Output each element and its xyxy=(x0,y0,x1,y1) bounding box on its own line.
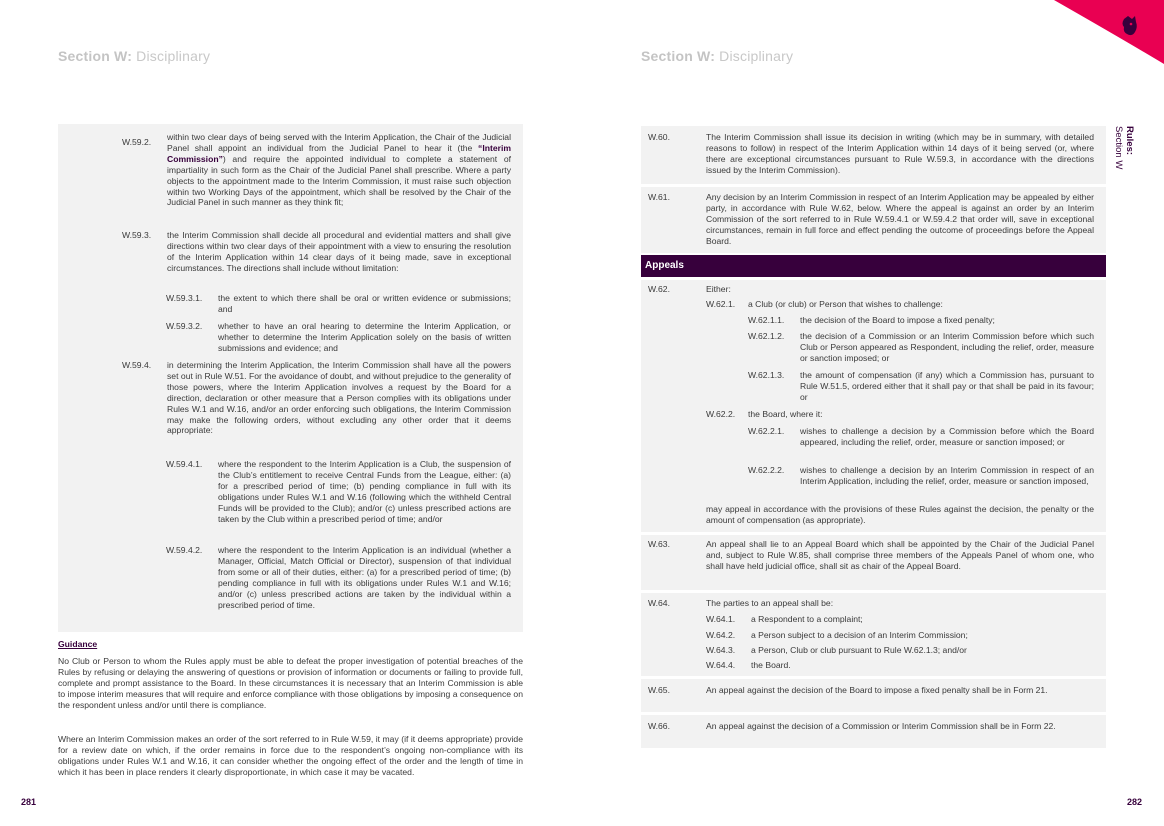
clause-text: the Board. xyxy=(751,660,791,670)
right-page xyxy=(582,0,1164,826)
clause-number: W.59.4.1. xyxy=(166,459,203,469)
clause-text: the amount of compensation (if any) which a Commission has, pursuant to Rule W.51.5, ordered either that it shall pay or that shall be paid in its favour; or xyxy=(800,370,1094,402)
clause-number: W.62.1.1. xyxy=(748,315,785,325)
clause-row-w64 xyxy=(641,593,1106,676)
clause-w59-3-2: whether to have an oral hearing to determine the Interim Application, or whether to determine the Interim Application solely on the basis of written submissions and evidence; and xyxy=(218,321,511,353)
side-section-label: Rules: Section W xyxy=(1113,126,1135,170)
clause-w59-4-2: where the respondent to the Interim Application is an individual (whether a Manager, Official, Match Official or Director), suspension of that individual from some or all of their duties, either: (a) for a prescribed period of time; (b) pending compliance in full with its obligations under Rules W.1 and W.16; and/or (c) unless prescribed actions are taken by the individual within a prescribed period of time. xyxy=(218,545,511,610)
clause-number: W.64. xyxy=(648,598,670,608)
clause-number: W.62. xyxy=(648,284,670,294)
clause-text: the decision of the Board to impose a fixed penalty; xyxy=(800,315,995,325)
clause-row-w65 xyxy=(641,679,1106,712)
clause-number: W.64.4. xyxy=(706,660,736,670)
clause-row-w62 xyxy=(641,280,1106,532)
clause-number: W.59.3.2. xyxy=(166,321,203,331)
clause-text: An appeal against the decision of the Board to impose a fixed penalty shall be in Form 21. xyxy=(706,685,1048,695)
clause-row-w60 xyxy=(641,126,1106,184)
clause-text: a Club (or club) or Person that wishes to challenge: xyxy=(748,299,943,309)
clause-text: The Interim Commission shall issue its decision in writing (which may be in summary, with detailed reasons to follow) in respect of the Interim Application within 14 days of it being served (or, where there are exceptional circumstances pursuant to Rule W.59.3, in accordance with the directions issued by the Interim Commission). xyxy=(706,132,1094,175)
clause-number: W.62.1.2. xyxy=(748,331,785,341)
guidance-paragraph: Where an Interim Commission makes an order of the sort referred to in Rule W.59, it may (if it deems appropriate) provide for a review date on which, if the order remains in force due to the respondent’s ongoing non-compliance with its obligations under Rules W.1 and W.16, it can consider whether the ongoing effect of the order and the length of time in which it has been in place renders it clearly disproportionate, in which case it may be vacated. xyxy=(58,734,523,777)
clause-number: W.62.2.2. xyxy=(748,465,785,475)
clause-number: W.59.4.2. xyxy=(166,545,203,555)
clause-number: W.64.2. xyxy=(706,630,736,640)
clause-w59-4: in determining the Interim Application, the Interim Commission shall have all the powers set out in Rule W.51. For the avoidance of doubt, and without prejudice to the generality of those powers, where the Interim Application involves a request by the Board for a direction, declaration or other measure that a Person complies with its obligations under Rules W.1 and W.16, and/or an order enforcing such obligations, the Interim Commission may make the following orders, without excluding any other order that it deems appropriate: xyxy=(167,360,511,436)
clause-text: a Respondent to a complaint; xyxy=(751,614,863,624)
clause-text: wishes to challenge a decision by a Commission before which the Board appeared, including the relief, order, measure or sanction imposed; or xyxy=(800,426,1094,447)
clause-number: W.59.2. xyxy=(122,137,152,147)
clause-number: W.64.3. xyxy=(706,645,736,655)
brand-corner-decoration xyxy=(994,0,1164,70)
clause-text: the decision of a Commission or an Interim Commission before which such Club or Person appeared as Respondent, including the relief, order, measure or sanction imposed; or xyxy=(800,331,1094,363)
clause-text: Any decision by an Interim Commission in respect of an Interim Application may be appealed by either party, in accordance with Rule W.62, below. Where the appeal is against an order by an Interim Commission of the sort referred to in Rule W.59.4.1 or W.59.4.2 that order will, save in exceptional circumstances, remain in full force and effect pending the outcome of proceedings before the Appeal Board. xyxy=(706,192,1094,246)
clause-row-w63 xyxy=(641,535,1106,590)
clause-row-w66 xyxy=(641,715,1106,748)
rules-panel xyxy=(58,124,523,632)
clause-text: Either: xyxy=(706,284,731,294)
clause-number: W.62.1. xyxy=(706,299,736,309)
clause-number: W.60. xyxy=(648,132,670,142)
clause-text: The parties to an appeal shall be: xyxy=(706,598,834,608)
clause-number: W.62.2.1. xyxy=(748,426,785,436)
guidance-heading: Guidance xyxy=(58,639,98,649)
clause-text: a Person subject to a decision of an Interim Commission; xyxy=(751,630,968,640)
clause-w59-3: the Interim Commission shall decide all procedural and evidential matters and shall give directions within two clear days of their appointment with a view to ensuring the resolution of the Interim Application within 14 clear days of it being made, save in exceptional circumstances. The directions shall include without limitation: xyxy=(167,230,511,273)
section-title: Section W: Disciplinary xyxy=(641,48,794,64)
clause-number: W.65. xyxy=(648,685,670,695)
clause-text: the Board, where it: xyxy=(748,409,823,419)
clause-w59-4-1: where the respondent to the Interim Application is a Club, the suspension of the Club’s entitlement to receive Central Funds from the League, either: (a) for a prescribed period of time; (b) pending compliance in full with its obligations under Rules W.1 and W.16 (following which the withheld Central Funds will be provided to the Club); and/or (c) unless prescribed actions are taken by the Club within a prescribed period of time; and/or xyxy=(218,459,511,524)
section-title: Section W: Disciplinary xyxy=(58,48,211,64)
clause-number: W.59.3. xyxy=(122,230,152,240)
clause-text: wishes to challenge a decision by an Interim Commission in respect of an Interim Application, including the relief, order, measure or sanction imposed, xyxy=(800,465,1094,486)
clause-number: W.66. xyxy=(648,721,670,731)
page-number: 282 xyxy=(1127,797,1143,807)
clause-w59-3-1: the extent to which there shall be oral or written evidence or submissions; and xyxy=(218,293,511,314)
clause-number: W.59.4. xyxy=(122,360,152,370)
clause-number: W.59.3.1. xyxy=(166,293,203,303)
appeals-heading: Appeals xyxy=(641,255,1106,277)
clause-text: An appeal shall lie to an Appeal Board which shall be appointed by the Chair of the Judicial Panel and, subject to Rule W.85, shall comprise three members of the Appeals Panel of whom one, who shall have held judicial office, shall sit as chair of the Appeal Board. xyxy=(706,539,1094,571)
clause-text: a Person, Club or club pursuant to Rule W.62.1.3; and/or xyxy=(751,645,967,655)
clause-text: An appeal against the decision of a Commission or Interim Commission shall be in Form 22. xyxy=(706,721,1056,731)
guidance-paragraph: No Club or Person to whom the Rules apply must be able to defeat the proper investigation of potential breaches of the Rules by refusing or delaying the answering of questions or provision of information or documents or failing to provide full, complete and prompt assistance to the Board. In these circumstances it is necessary that an Interim Commission is able to impose interim measures that will require and enforce compliance with those obligations by imposing a consequence on the respondent unless and/or until there is compliance. xyxy=(58,656,523,710)
clause-number: W.61. xyxy=(648,192,670,202)
clause-text: may appeal in accordance with the provisions of these Rules against the decision, the penalty or the amount of compensation (as appropriate). xyxy=(706,504,1094,525)
clause-number: W.62.1.3. xyxy=(748,370,785,380)
clause-number: W.63. xyxy=(648,539,670,549)
clause-row-w61 xyxy=(641,187,1106,253)
clause-w59-2: within two clear days of being served with the Interim Application, the Chair of the Judicial Panel shall appoint an individual from the Judicial Panel to hear it (the “Interim Commission”) and require the appointed individual to complete a statement of impartiality in such form as the Chair of the Judicial Panel shall prescribe. Where a party objects to the appointment made to the Interim Commission, it must raise such objection within two Working Days of the appointment, which shall be resolved by the Chair of the Judicial Panel in such manner as they think fit; xyxy=(167,132,511,208)
clause-number: W.64.1. xyxy=(706,614,736,624)
clause-number: W.62.2. xyxy=(706,409,736,419)
page-number: 281 xyxy=(21,797,37,807)
